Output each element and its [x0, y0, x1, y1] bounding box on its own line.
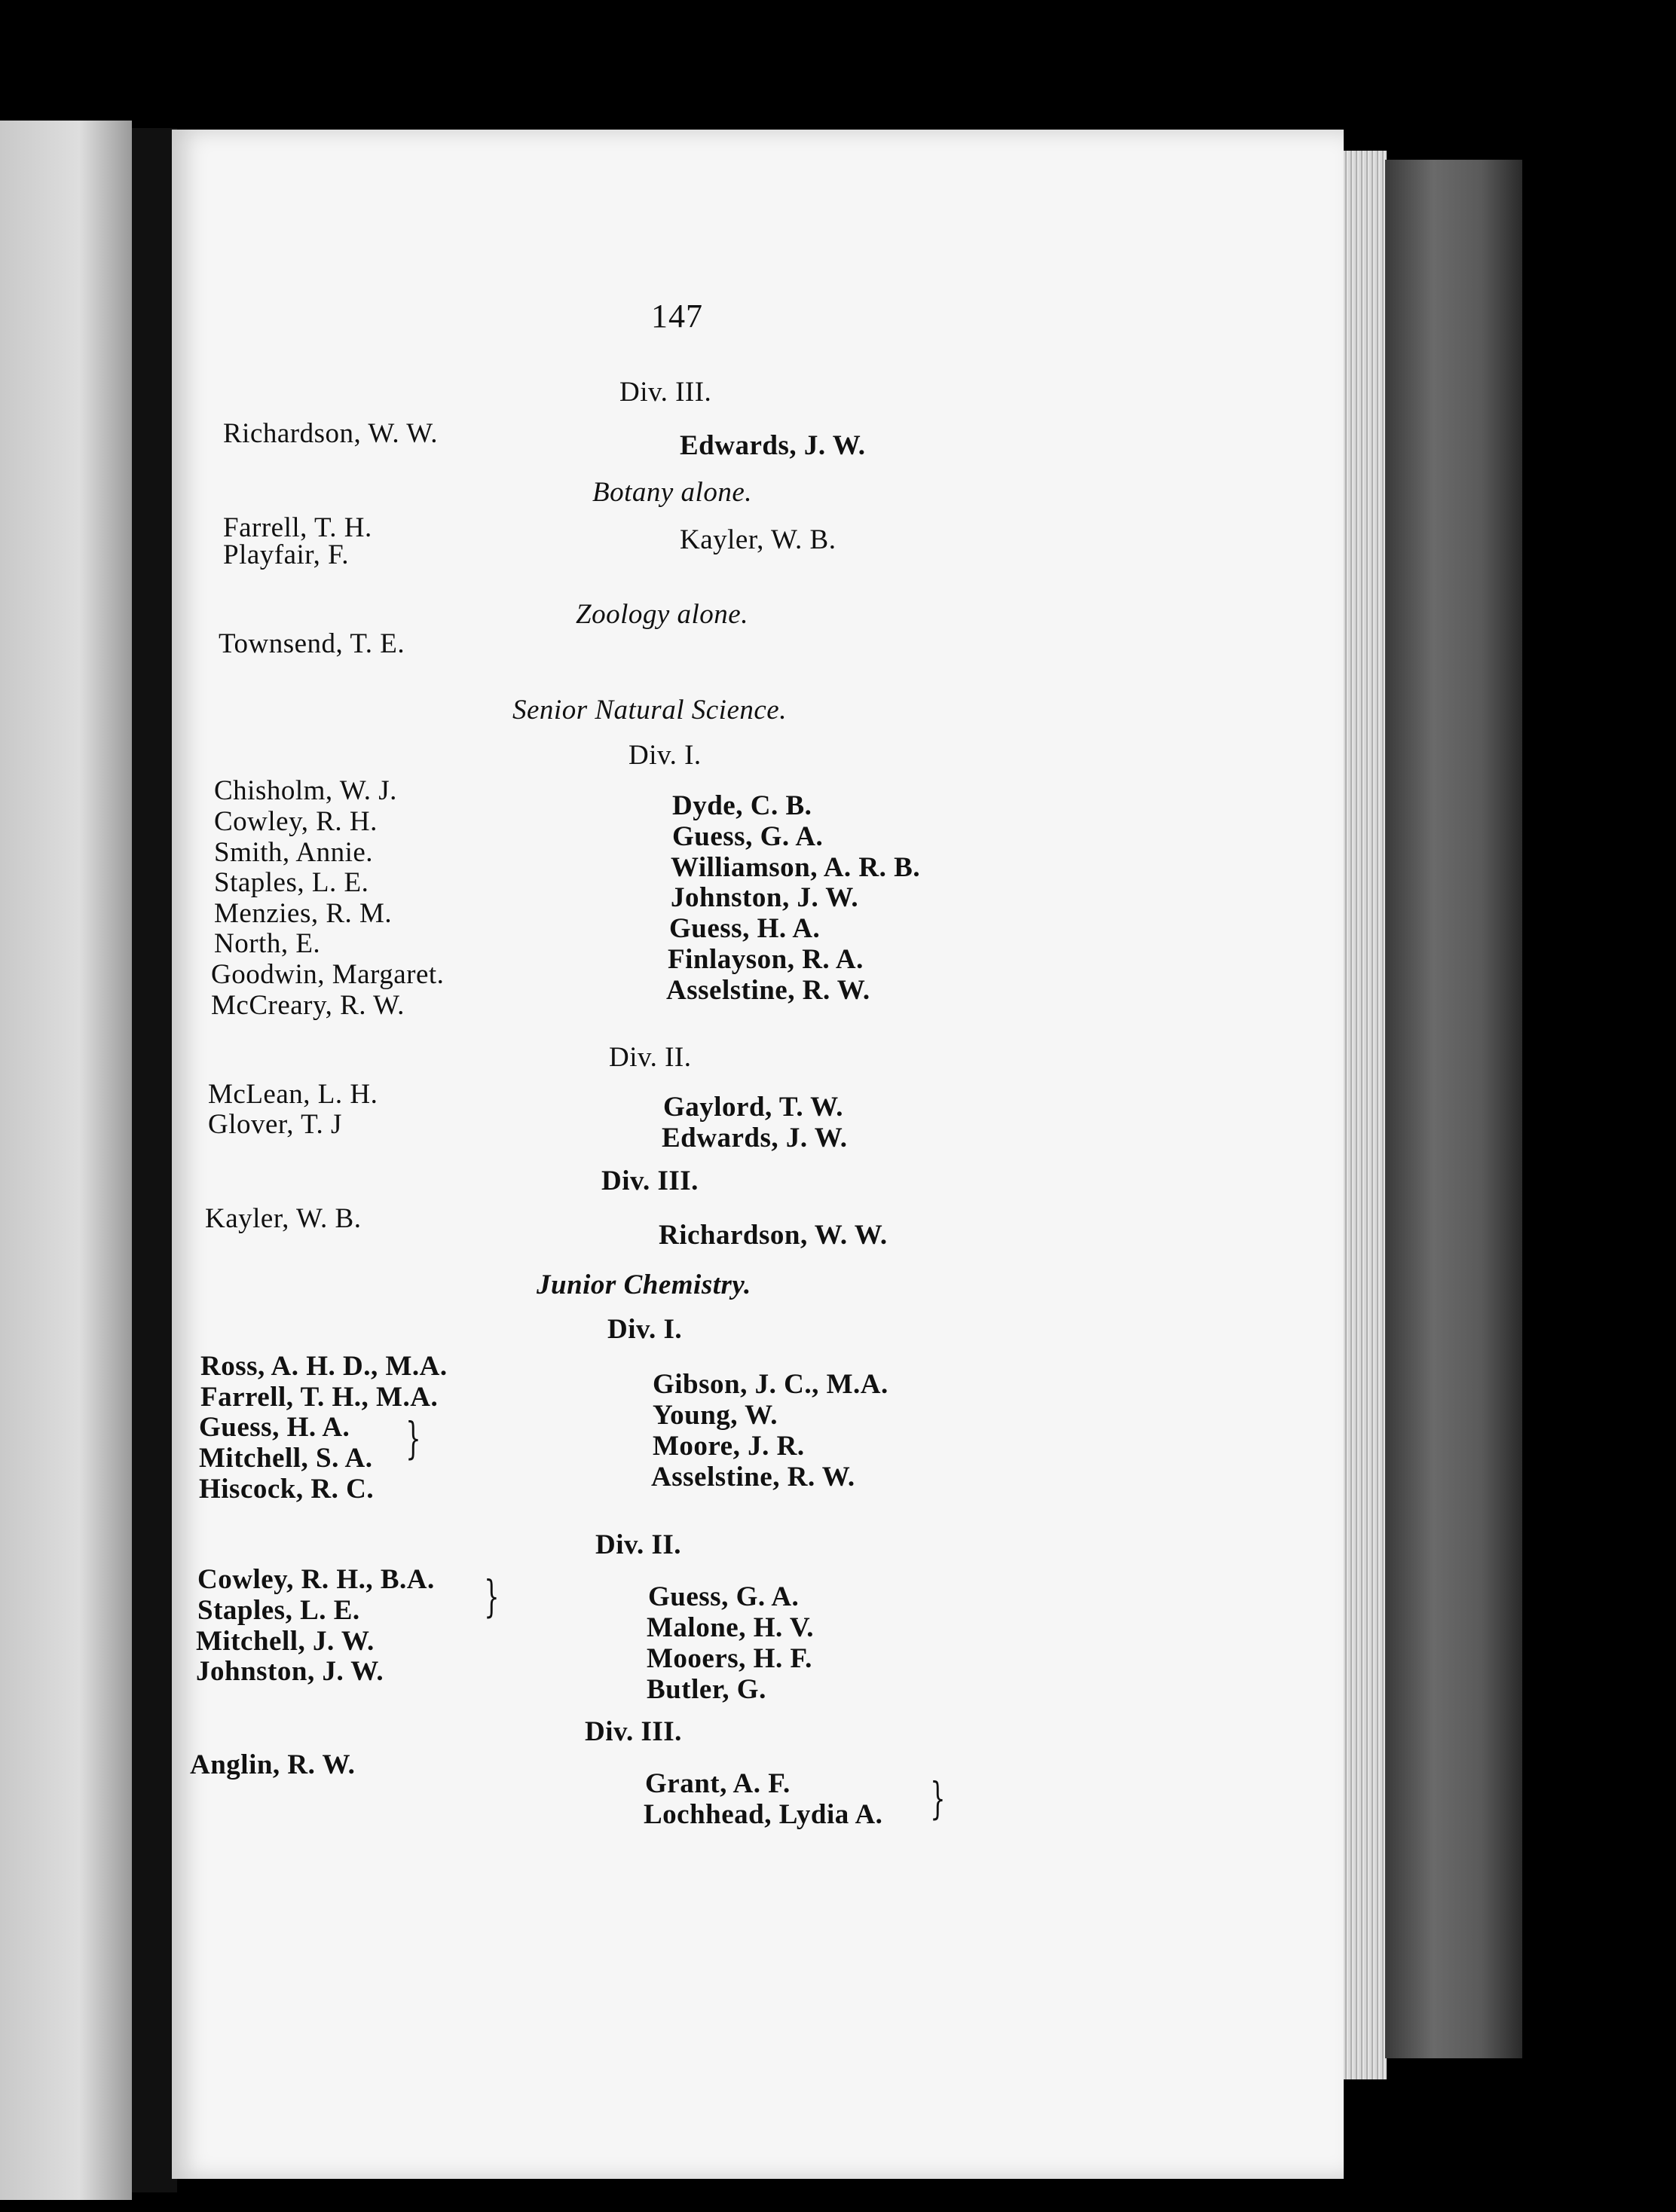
left-column-entry: Glover, T. J — [208, 1109, 342, 1140]
left-column-entry: Townsend, T. E. — [219, 628, 405, 659]
page-block-edges — [1338, 151, 1387, 2079]
right-column-entry: Dyde, C. B. — [672, 790, 812, 821]
left-column-entry: McLean, L. H. — [208, 1079, 378, 1110]
right-column-entry: Finlayson, R. A. — [668, 944, 864, 975]
book-gutter — [132, 128, 177, 2192]
left-column-entry: Ross, A. H. D., M.A. — [200, 1351, 448, 1382]
left-column-entry: Farrell, T. H. — [223, 512, 372, 543]
right-column-entry: Lochhead, Lydia A. — [644, 1799, 883, 1830]
left-column-entry: Playfair, F. — [223, 539, 350, 570]
right-column-entry: Kayler, W. B. — [680, 524, 836, 555]
book-cover-edge — [1385, 160, 1522, 2058]
division-label: Div. III. — [585, 1716, 682, 1747]
right-column-entry: Moore, J. R. — [653, 1431, 805, 1462]
right-column-entry: Richardson, W. W. — [659, 1220, 888, 1251]
left-column-entry: Menzies, R. M. — [214, 898, 393, 929]
section-heading: Senior Natural Science. — [512, 695, 787, 726]
left-column-entry: Goodwin, Margaret. — [211, 959, 445, 990]
right-column-entry: Butler, G. — [647, 1674, 766, 1705]
left-column-entry: Chisholm, W. J. — [214, 775, 397, 806]
page-number: 147 — [651, 298, 703, 335]
right-column-entry: Guess, G. A. — [648, 1581, 800, 1612]
facing-page-edge — [0, 121, 132, 2200]
right-column-entry: Mooers, H. F. — [647, 1643, 812, 1674]
right-column-entry: Williamson, A. R. B. — [671, 852, 921, 883]
left-column-entry: Johnston, J. W. — [196, 1656, 384, 1687]
right-column-entry: Gibson, J. C., M.A. — [653, 1369, 888, 1400]
left-column-entry: Cowley, R. H., B.A. — [197, 1564, 435, 1595]
right-column-entry: Edwards, J. W. — [662, 1123, 848, 1153]
left-column-entry: Mitchell, J. W. — [196, 1626, 375, 1657]
division-label: Div. III. — [619, 377, 712, 408]
left-column-entry: McCreary, R. W. — [211, 990, 405, 1021]
left-column-entry: Staples, L. E. — [197, 1595, 360, 1626]
right-column-entry: Gaylord, T. W. — [663, 1092, 844, 1123]
right-column-entry: Edwards, J. W. — [680, 430, 866, 461]
left-column-entry: Mitchell, S. A. — [199, 1443, 373, 1474]
section-heading: Botany alone. — [592, 477, 753, 508]
section-heading: Zoology alone. — [576, 599, 748, 630]
division-label: Div. I. — [628, 740, 702, 771]
section-heading: Junior Chemistry. — [537, 1269, 751, 1300]
division-label: Div. I. — [607, 1314, 683, 1345]
division-label: Div. III. — [601, 1166, 699, 1196]
left-column-entry: Smith, Annie. — [214, 837, 374, 868]
left-column-entry: Guess, H. A. — [199, 1412, 350, 1443]
right-column-entry: Asselstine, R. W. — [666, 975, 870, 1006]
tie-brace: } — [405, 1413, 421, 1464]
left-column-entry: Anglin, R. W. — [190, 1749, 356, 1780]
right-column-entry: Grant, A. F. — [645, 1768, 791, 1799]
division-label: Div. II. — [609, 1042, 692, 1073]
left-column-entry: Richardson, W. W. — [223, 418, 438, 449]
right-column-entry: Asselstine, R. W. — [651, 1462, 855, 1492]
tie-brace: } — [484, 1571, 500, 1622]
right-column-entry: Guess, H. A. — [669, 913, 821, 944]
right-column-entry: Malone, H. V. — [647, 1612, 815, 1643]
left-column-entry: Cowley, R. H. — [214, 806, 378, 837]
right-column-entry: Guess, G. A. — [672, 821, 824, 852]
division-label: Div. II. — [595, 1529, 682, 1560]
right-column-entry: Young, W. — [653, 1400, 778, 1431]
left-column-entry: Farrell, T. H., M.A. — [200, 1382, 439, 1413]
left-column-entry: North, E. — [214, 928, 321, 959]
left-column-entry: Hiscock, R. C. — [199, 1474, 375, 1505]
left-column-entry: Staples, L. E. — [214, 867, 369, 898]
left-column-entry: Kayler, W. B. — [205, 1203, 362, 1234]
right-column-entry: Johnston, J. W. — [671, 882, 859, 913]
tie-brace: } — [930, 1773, 946, 1824]
